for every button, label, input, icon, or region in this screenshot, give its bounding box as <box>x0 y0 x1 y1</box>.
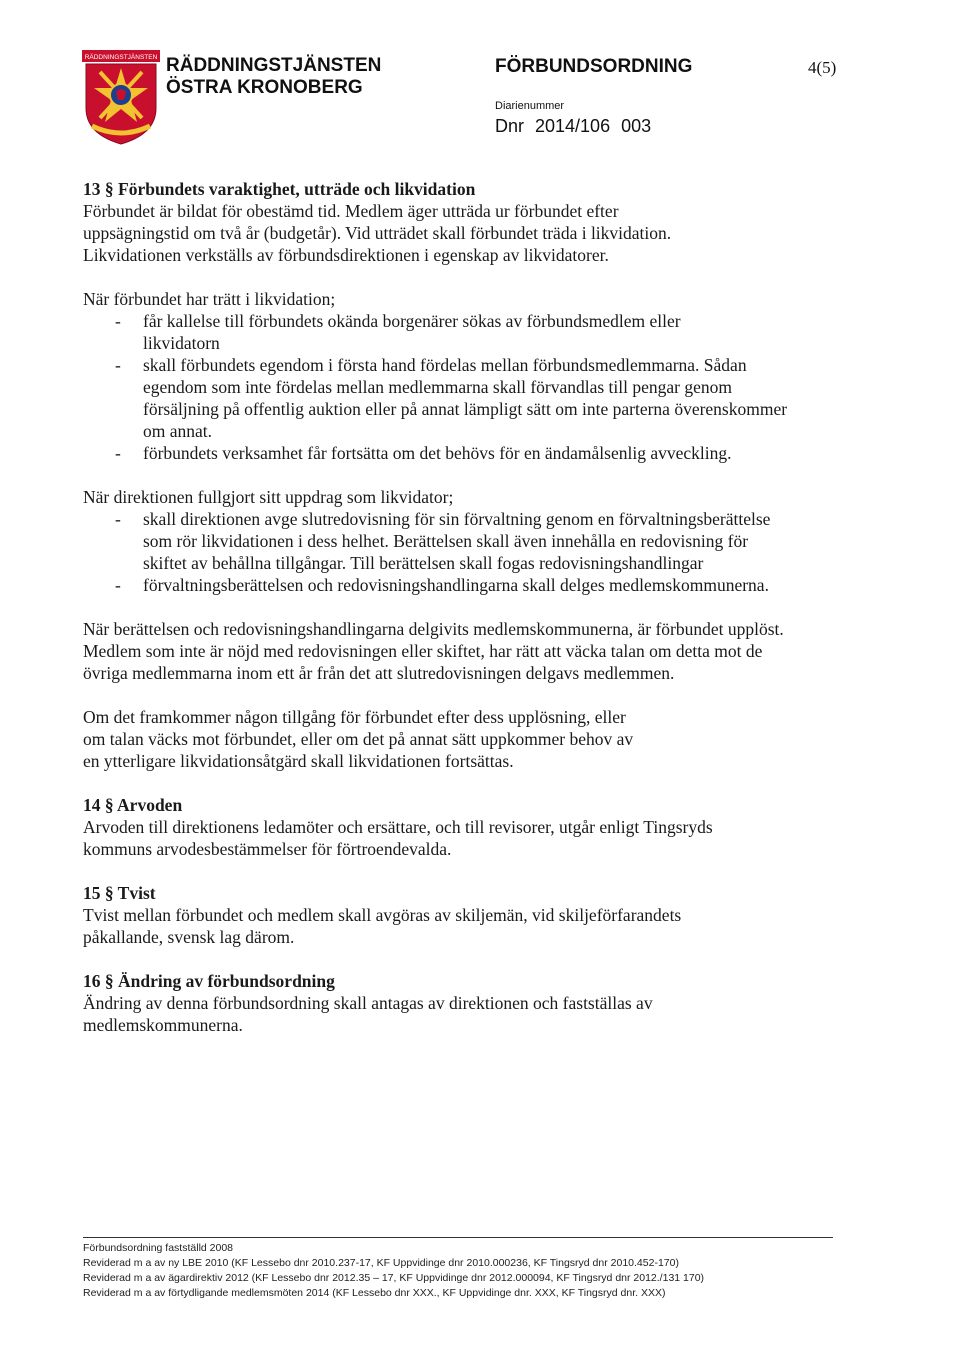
text-line: kommuns arvodesbestämmelser för förtroendevalda. <box>83 839 452 859</box>
text-line: om annat. <box>143 421 213 441</box>
text-line: får kallelse till förbundets okända borgenärer sökas av förbundsmedlem eller <box>143 311 681 331</box>
list-item <box>83 574 873 596</box>
section-14-heading: 14 § Arvoden <box>83 795 183 815</box>
organization-name-line2: ÖSTRA KRONOBERG <box>166 77 363 98</box>
organization-logo <box>80 48 162 146</box>
text-line: påkallande, svensk lag därom. <box>83 927 295 947</box>
organization-name-line1: RÄDDNINGSTJÄNSTEN <box>166 55 382 76</box>
section-13-heading: 13 § Förbundets varaktighet, utträde och likvidation <box>83 179 476 199</box>
text-line: skall förbundets egendom i första hand fördelas mellan förbundsmedlemmarna. Sådan <box>143 355 747 375</box>
text-line: skall direktionen avge slutredovisning för sin förvaltning genom en förvaltningsberättelse <box>143 509 771 529</box>
section-15-heading: 15 § Tvist <box>83 883 156 903</box>
text-line: När berättelsen och redovisningshandlingarna delgivits medlemskommunerna, är förbundet upplöst. <box>83 619 784 639</box>
text-line: som rör likvidationen i dess helhet. Berättelsen skall även innehålla en redovisning för <box>143 531 749 551</box>
section-13-direction-intro: När direktionen fullgjort sitt uppdrag som likvidator; <box>83 487 454 507</box>
diary-number: Dnr 2014/106 003 <box>495 116 652 136</box>
section-16-paragraph <box>83 992 873 1036</box>
text-line: en ytterligare likvidationsåtgärd skall likvidationen fortsättas. <box>83 751 514 771</box>
diary-number-label: Diarienummer <box>495 100 565 112</box>
text-line: Om det framkommer någon tillgång för förbundet efter dess upplösning, eller <box>83 707 626 727</box>
footer-line: Förbundsordning fastställd 2008 <box>83 1242 234 1254</box>
logo-banner-text: RÄDDNINGSTJÄNSTEN <box>84 54 158 61</box>
list-item <box>83 310 873 354</box>
text-line: förbundets verksamhet får fortsätta om det behövs för en ändamålsenlig avveckling. <box>143 443 732 463</box>
page-number: 4(5) <box>808 58 837 77</box>
list-item <box>83 508 873 574</box>
text-line: Ändring av denna förbundsordning skall antagas av direktionen och fastställas av <box>83 993 653 1013</box>
text-line: Förbundet är bildat för obestämd tid. Medlem äger utträda ur förbundet efter <box>83 201 619 221</box>
text-line: likvidatorn <box>143 333 220 353</box>
text-line: Likvidationen verkställs av förbundsdirektionen i egenskap av likvidatorer. <box>83 245 609 265</box>
direction-list <box>83 508 873 596</box>
liquidation-list <box>83 310 873 464</box>
document-footer <box>83 1237 843 1301</box>
text-line: medlemskommunerna. <box>83 1015 243 1035</box>
document-title: FÖRBUNDSORDNING <box>495 56 693 77</box>
text-line: Medlem som inte är nöjd med redovisningen eller skiftet, har rätt att väcka talan om detta mot de <box>83 641 763 661</box>
list-item <box>83 354 873 442</box>
section-13-paragraph-4 <box>83 618 873 684</box>
text-line: uppsägningstid om två år (budgetår). Vid utträdet skall förbundet träda i likvidation. <box>83 223 672 243</box>
footer-line: Reviderad m a av ägardirektiv 2012 (KF Lessebo dnr 2012.35 – 17, KF Uppvidinge dnr 2012.000094, KF Tingsryd dnr 2012./131 170) <box>83 1272 705 1284</box>
text-line: om talan väcks mot förbundet, eller om det på annat sätt uppkommer behov av <box>83 729 634 749</box>
organization-name <box>166 55 381 99</box>
section-13-paragraph-5 <box>83 706 873 772</box>
footer-line: Reviderad m a av ny LBE 2010 (KF Lessebo dnr 2010.237-17, KF Uppvidinge dnr 2010.000236, KF Tingsryd dnr 2010.452-170) <box>83 1257 679 1269</box>
text-line: förvaltningsberättelsen och redovisningshandlingarna skall delges medlemskommunerna. <box>143 575 769 595</box>
text-line: övriga medlemmarna inom ett år från det att slutredovisningen delgavs medlemmen. <box>83 663 675 683</box>
text-line: försäljning på offentlig auktion eller på annat lämpligt sätt om inte parterna överenskommer <box>143 399 788 419</box>
text-line: skiftet av behållna tillgångar. Till berättelsen skall fogas redovisningshandlingar <box>143 553 704 573</box>
footer-line: Reviderad m a av förtydligande medlemsmöten 2014 (KF Lessebo dnr XXX., KF Uppvidinge dnr. XXX, KF Tingsryd dnr. XXX) <box>83 1287 666 1299</box>
section-13-paragraph-1 <box>83 200 873 266</box>
document-body <box>83 178 873 1036</box>
section-14-paragraph <box>83 816 873 860</box>
list-item <box>83 442 873 464</box>
footer-divider <box>83 1237 833 1238</box>
text-line: Arvoden till direktionens ledamöter och ersättare, och till revisorer, utgår enligt Tingsryds <box>83 817 713 837</box>
section-15-paragraph <box>83 904 873 948</box>
section-16-heading: 16 § Ändring av förbundsordning <box>83 971 335 991</box>
text-line: egendom som inte fördelas mellan medlemmarna skall förvandlas till pengar genom <box>143 377 732 397</box>
section-13-liquidation-intro: När förbundet har trätt i likvidation; <box>83 289 336 309</box>
text-line: Tvist mellan förbundet och medlem skall avgöras av skiljemän, vid skiljeförfarandets <box>83 905 682 925</box>
